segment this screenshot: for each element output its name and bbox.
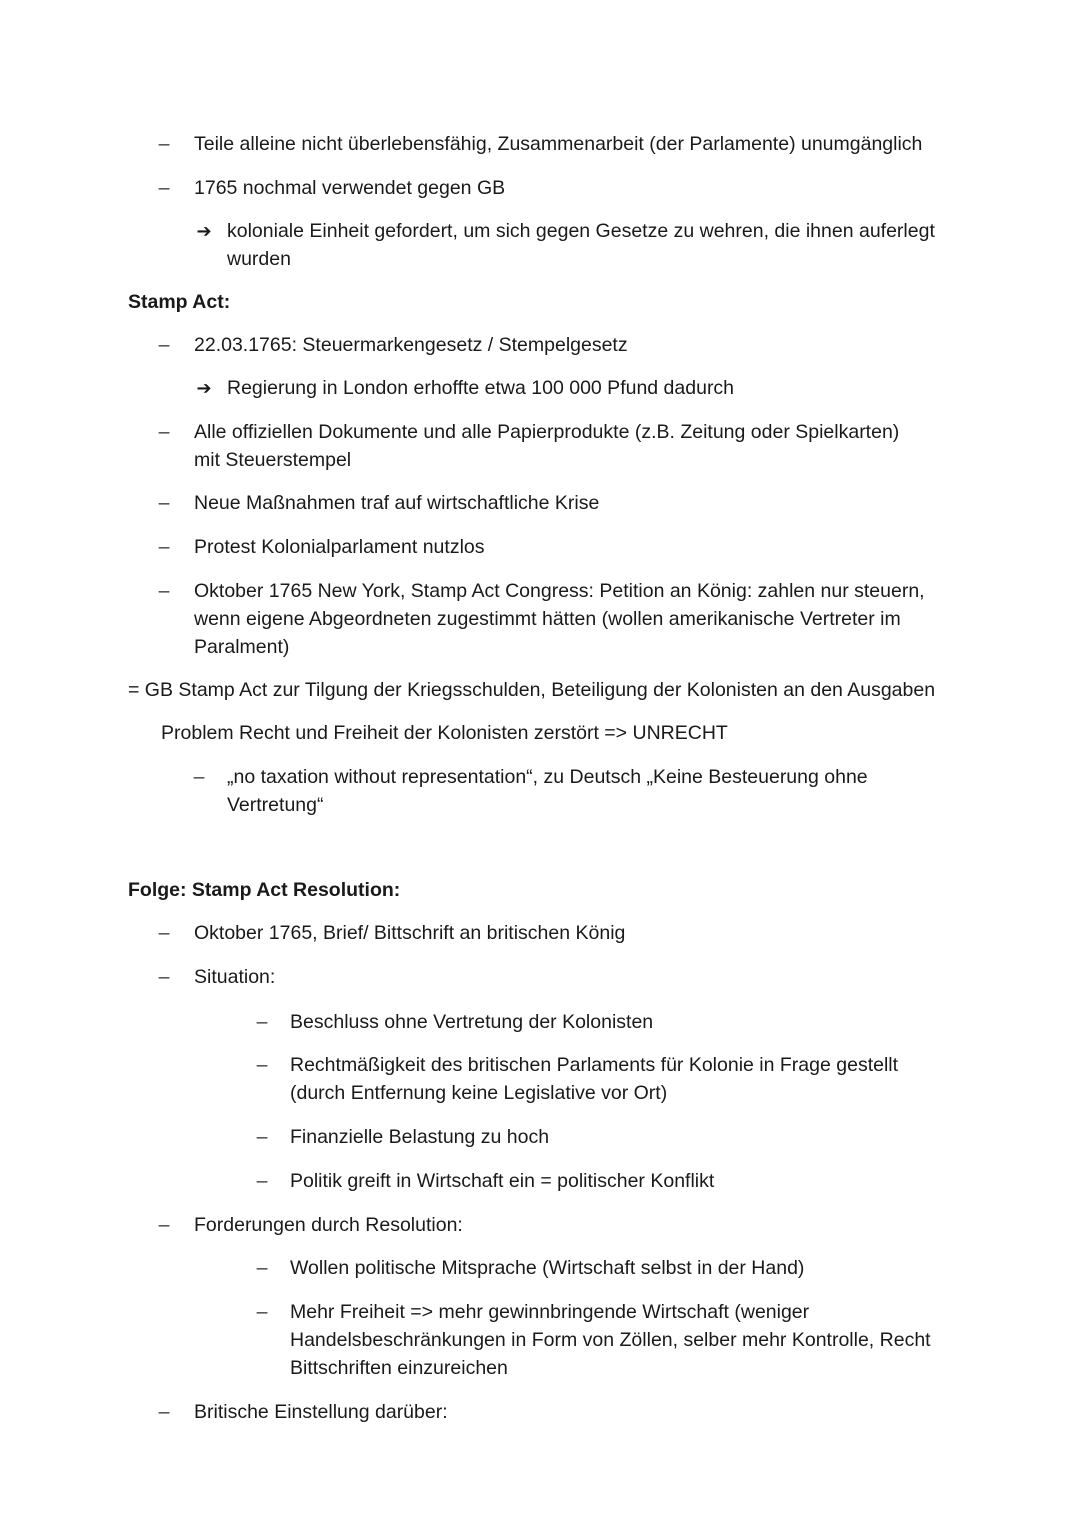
sub-bullet-text: Wollen politische Mitsprache (Wirtschaft selbst in der Hand)	[290, 1257, 805, 1279]
sub-bullet-text-continued: Bittschriften einzureichen	[290, 1357, 508, 1379]
bullet-text-continued: Paralment)	[194, 636, 290, 658]
dash-bullet-icon: –	[193, 766, 205, 788]
bullet-text: 22.03.1765: Steuermarkengesetz / Stempelgesetz	[194, 334, 628, 356]
section-heading-resolution: Folge: Stamp Act Resolution:	[128, 879, 401, 901]
dash-bullet-icon: –	[158, 536, 170, 558]
arrow-text: Regierung in London erhoffte etwa 100 000 Pfund dadurch	[227, 377, 735, 399]
sub-bullet-text: Politik greift in Wirtschaft ein = politischer Konflikt	[290, 1170, 715, 1192]
dash-bullet-icon: –	[256, 1170, 268, 1192]
dash-bullet-icon: –	[158, 133, 170, 155]
bullet-text: Oktober 1765 New York, Stamp Act Congress: Petition an König: zahlen nur steuern,	[194, 580, 925, 602]
bullet-text: Neue Maßnahmen traf auf wirtschaftliche Krise	[194, 492, 600, 514]
quote-text: „no taxation without representation“, zu Deutsch „Keine Besteuerung ohne	[227, 766, 868, 788]
dash-bullet-icon: –	[158, 966, 170, 988]
sub-bullet-text-continued: (durch Entfernung keine Legislative vor Ort)	[290, 1082, 668, 1104]
dash-bullet-icon: –	[256, 1126, 268, 1148]
bullet-text: Alle offiziellen Dokumente und alle Papierprodukte (z.B. Zeitung oder Spielkarten)	[194, 421, 900, 443]
dash-bullet-icon: –	[158, 334, 170, 356]
sub-bullet-text: Rechtmäßigkeit des britischen Parlaments für Kolonie in Frage gestellt	[290, 1054, 899, 1076]
arrow-right-icon: ➔	[196, 221, 212, 241]
bullet-text: Forderungen durch Resolution:	[194, 1214, 463, 1236]
sub-bullet-text: Mehr Freiheit => mehr gewinnbringende Wirtschaft (weniger	[290, 1301, 810, 1323]
bullet-text: Protest Kolonialparlament nutzlos	[194, 536, 485, 558]
arrow-right-icon: ➔	[196, 378, 212, 398]
bullet-text: Teile alleine nicht überlebensfähig, Zusammenarbeit (der Parlamente) unumgänglich	[194, 133, 923, 155]
sub-bullet-text: Finanzielle Belastung zu hoch	[290, 1126, 550, 1148]
dash-bullet-icon: –	[158, 1401, 170, 1423]
bullet-text: 1765 nochmal verwendet gegen GB	[194, 177, 506, 199]
dash-bullet-icon: –	[158, 177, 170, 199]
dash-bullet-icon: –	[256, 1054, 268, 1076]
quote-text-continued: Vertretung“	[227, 794, 324, 816]
bullet-text: Britische Einstellung darüber:	[194, 1401, 448, 1423]
section-heading-stamp-act: Stamp Act:	[128, 291, 231, 313]
dash-bullet-icon: –	[158, 580, 170, 602]
dash-bullet-icon: –	[158, 922, 170, 944]
summary-text: = GB Stamp Act zur Tilgung der Kriegsschulden, Beteiligung der Kolonisten an den Ausgaben	[128, 679, 936, 701]
dash-bullet-icon: –	[158, 1214, 170, 1236]
bullet-text-continued: wenn eigene Abgeordneten zugestimmt hätten (wollen amerikanische Vertreter im	[194, 608, 901, 630]
bullet-text: Oktober 1765, Brief/ Bittschrift an britischen König	[194, 922, 626, 944]
bullet-text-continued: mit Steuerstempel	[194, 449, 352, 471]
dash-bullet-icon: –	[158, 492, 170, 514]
sub-bullet-text: Beschluss ohne Vertretung der Kolonisten	[290, 1011, 654, 1033]
sub-bullet-text-continued: Handelsbeschränkungen in Form von Zöllen, selber mehr Kontrolle, Recht	[290, 1329, 931, 1351]
arrow-text: koloniale Einheit gefordert, um sich gegen Gesetze zu wehren, die ihnen auferlegt	[227, 220, 935, 242]
arrow-text-continued: wurden	[227, 248, 291, 270]
dash-bullet-icon: –	[256, 1301, 268, 1323]
dash-bullet-icon: –	[256, 1011, 268, 1033]
dash-bullet-icon: –	[256, 1257, 268, 1279]
problem-text: Problem Recht und Freiheit der Kolonisten zerstört => UNRECHT	[161, 722, 728, 744]
dash-bullet-icon: –	[158, 421, 170, 443]
bullet-text: Situation:	[194, 966, 276, 988]
